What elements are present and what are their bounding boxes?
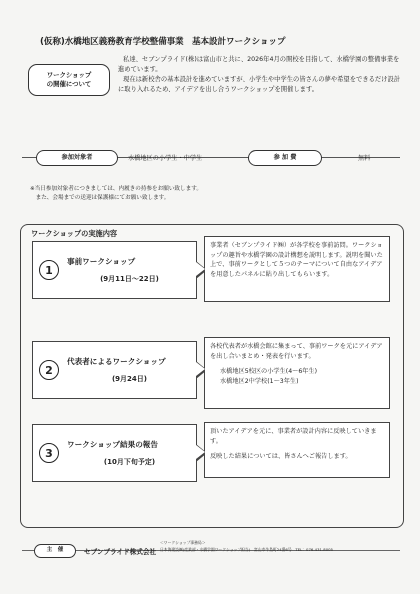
contact-line: 日本海建設㈱(産業部・水橋学園ワークショップ担当) 富山市牛島町24番6号 TEL：076-431-8005 [160, 546, 333, 552]
step-3-description [204, 422, 390, 478]
step-date: (9月24日) [111, 375, 147, 383]
contact-line: ＜ワークショップ事務局＞ [160, 540, 206, 545]
step-number: 3 [39, 443, 59, 463]
sponsor-name: セブンプライド株式会社 [84, 548, 157, 556]
fee-label: 参 加 費 [248, 150, 322, 166]
step-name: 代表者によるワークショップ [67, 357, 166, 366]
note-line: また、会場までの送迎は保護様にてお願い致します。 [30, 195, 170, 201]
intro-label-line2: の開催について [46, 80, 92, 88]
step-name: 事前ワークショップ [67, 257, 136, 266]
step-number: 2 [39, 360, 59, 380]
intro-label [28, 64, 110, 96]
arrow-right-icon [196, 262, 205, 276]
step-date: (9月11日～22日) [100, 275, 159, 283]
step-desc-text: 水橋地区5校区の小学生(4～6年生) [220, 368, 318, 376]
intro-paragraph: 私達、セブンプライド(株)は富山市と共に、2026年4月の開校を目指して、水橋学園の整備事業を進めています。 [118, 56, 400, 73]
section-title: ワークショップの実施内容 [31, 229, 118, 238]
page-title: (仮称)水橋地区義務教育学校整備事業 基本設計ワークショップ [40, 37, 286, 47]
arrow-right-icon [196, 445, 205, 459]
arrow-right-icon [196, 362, 205, 376]
notes [30, 185, 390, 203]
step-date: (10月下旬予定) [103, 458, 156, 466]
intro-paragraph: 現在は新校舎の基本設計を進めていますが、小学生や中学生の皆さんの夢や希望をできるだけ設計に取り入れるため、アイデアを出し合うワークショップを開催します。 [118, 76, 401, 93]
step-desc-text: 反映した結果については、皆さんへご報告します。 [210, 453, 352, 461]
step-desc-text: 各校代表者が水橋会館に集まって、事前ワークを元にアイデアを出し合いまとめ・発表を行います。 [210, 343, 383, 360]
step-2-box [32, 341, 197, 399]
contact-info [160, 540, 333, 553]
step-desc-text: 事業者（セブンプライド㈱）が各学校を事前訪問。ワークショップの趣旨や水橋学園の設計構想を説明します。説明を聞いた上で、事前ワークとして５つのテーマについて自由なアイデアを用意したパネルに貼り出してもらいます。 [210, 242, 383, 279]
step-number: 1 [39, 260, 59, 280]
target-label: 参加対象者 [36, 150, 118, 166]
step-desc-text: 頂いたアイデアを元に、事業者が設計内容に反映していきます。 [210, 428, 377, 445]
step-name: ワークショップ結果の報告 [67, 440, 158, 449]
intro-text [118, 55, 402, 95]
step-desc-text: 水橋地区2中学校(1～3年生) [220, 378, 299, 386]
fee-value: 無料 [358, 155, 371, 162]
sponsor-label: 主 催 [34, 544, 76, 558]
step-1-box [32, 241, 197, 299]
target-value: 水橋地区の小学生・中学生 [128, 155, 203, 162]
step-2-description [204, 337, 390, 409]
note-line: ※当日参加対象者につきましては、内履きの持参をお願い致します。 [30, 186, 202, 192]
intro-label-line1: ワークショップ [46, 71, 92, 80]
step-1-description [204, 236, 390, 302]
step-3-box [32, 424, 197, 482]
